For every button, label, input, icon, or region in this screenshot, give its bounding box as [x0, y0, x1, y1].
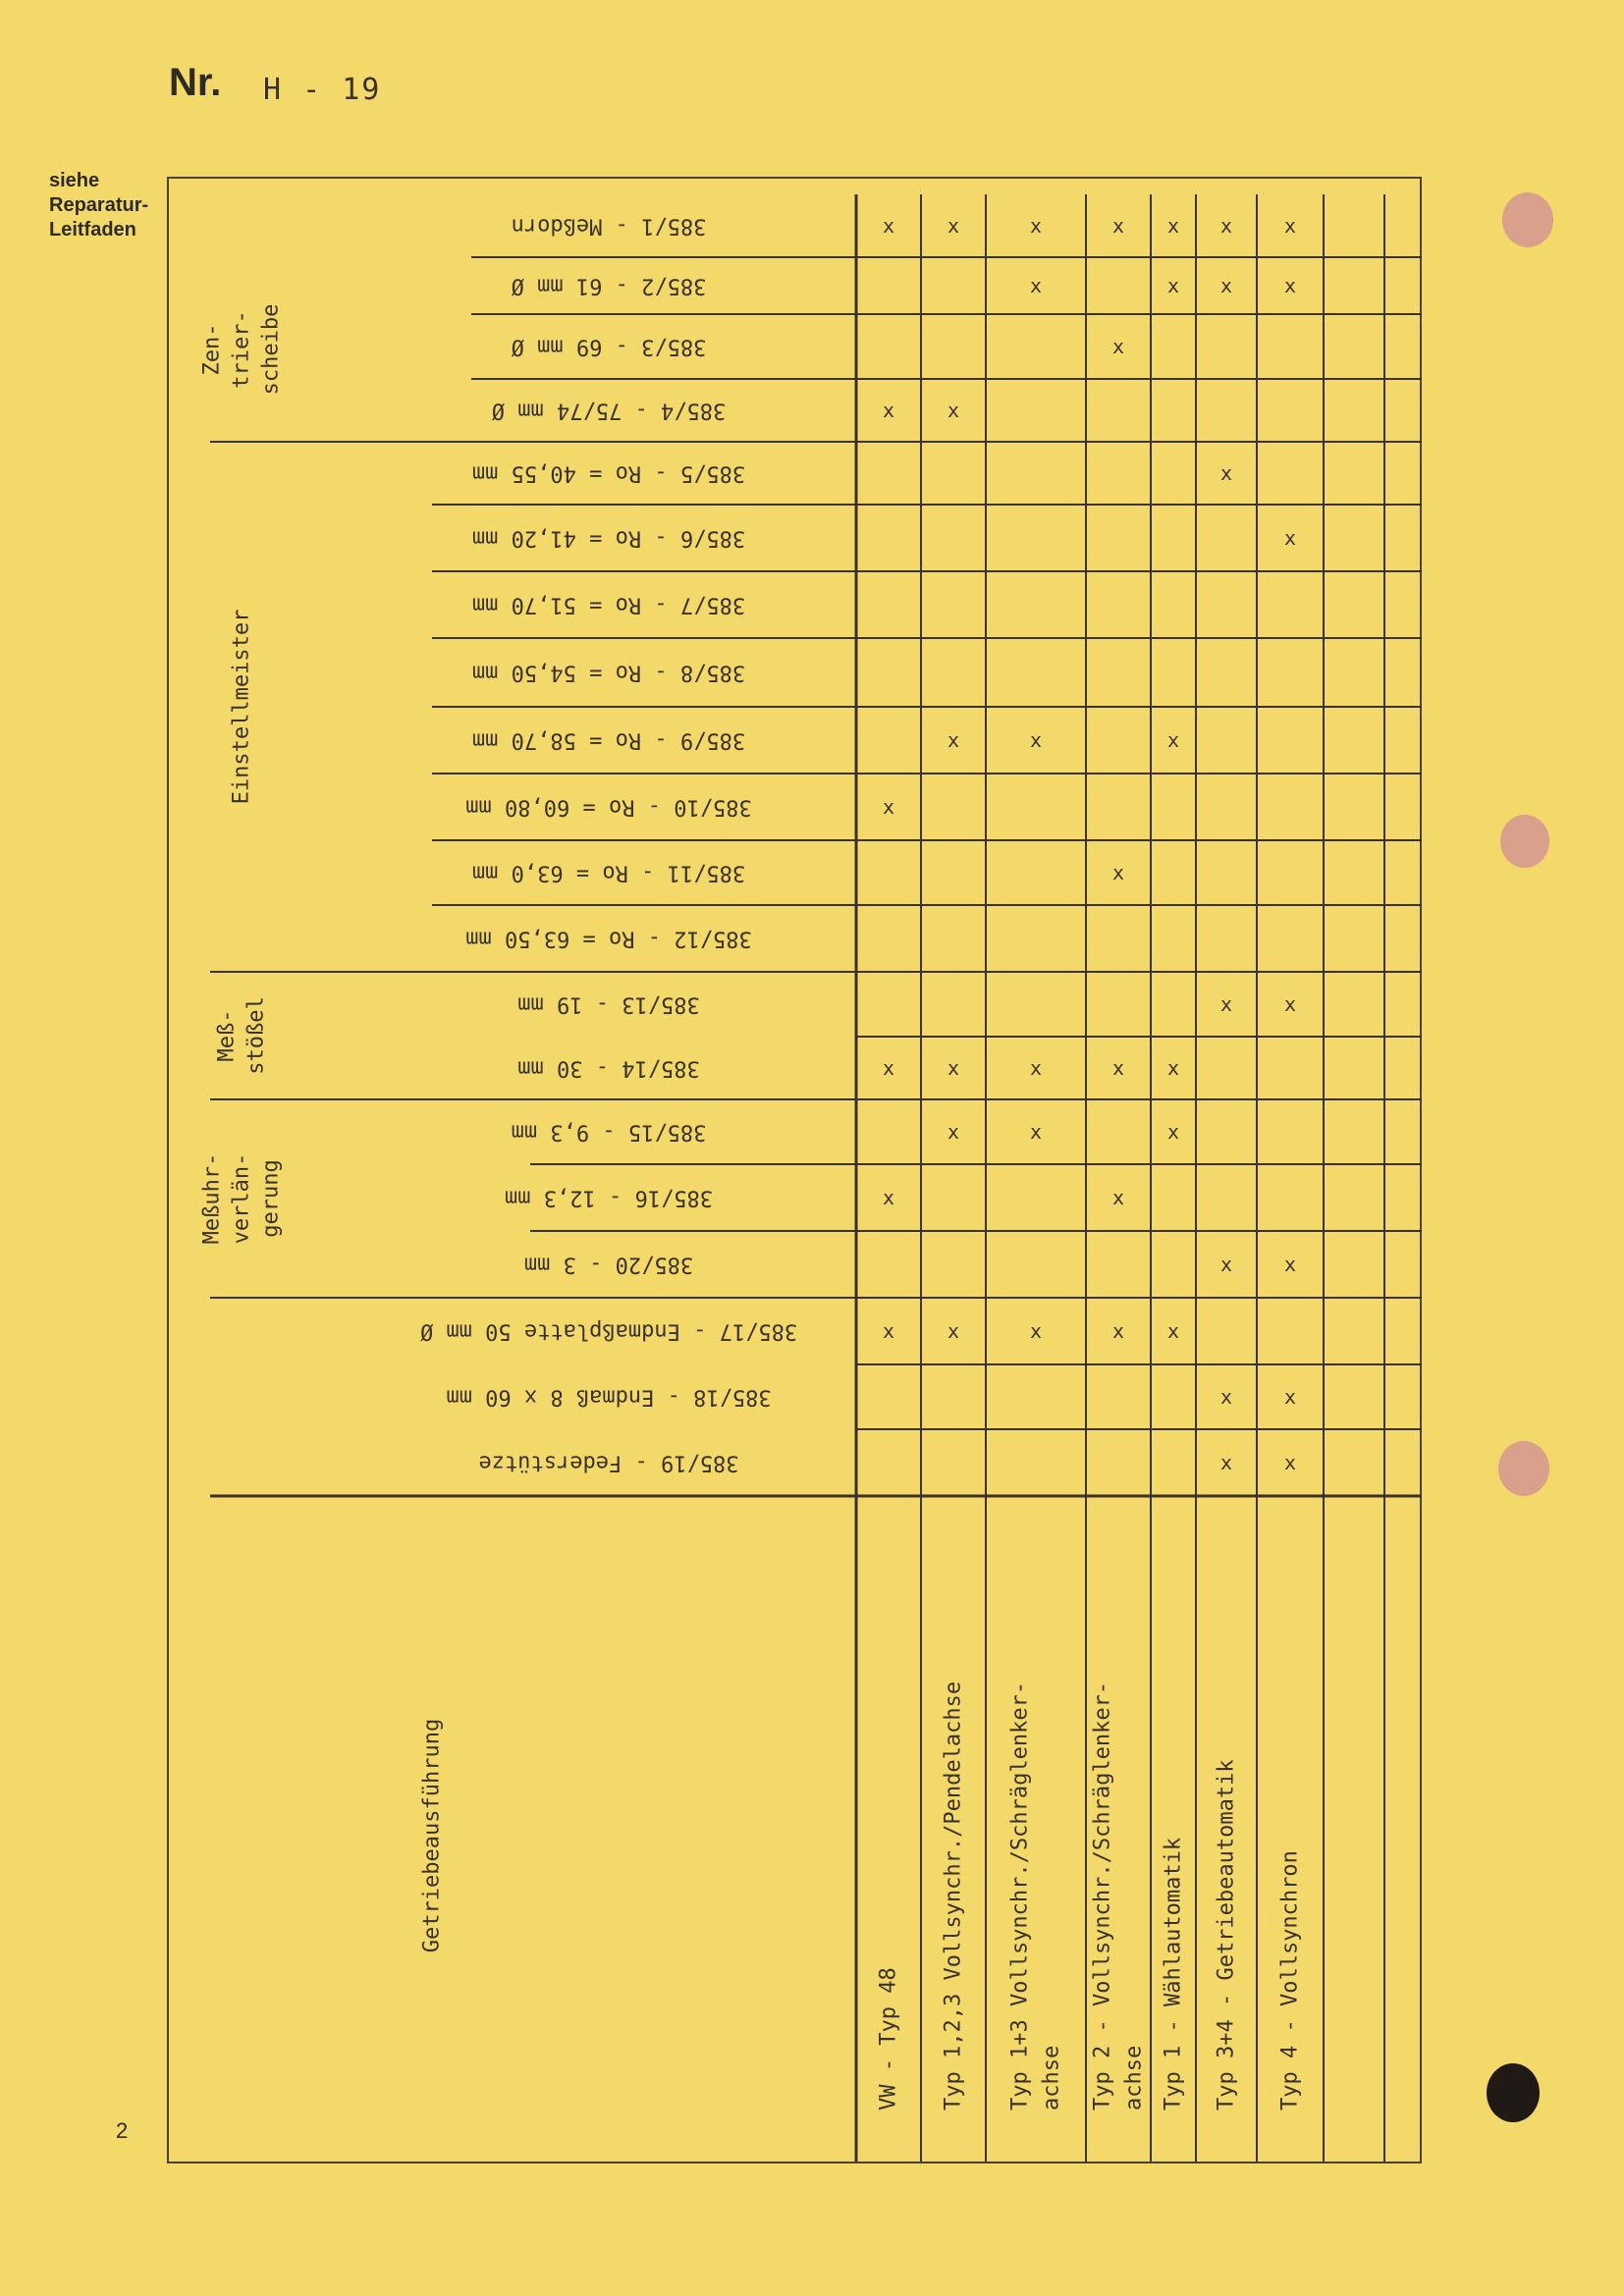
column-label: 385/1 - Meßdorn — [511, 213, 707, 239]
group-label: stößel — [244, 996, 269, 1075]
group-label: verlän- — [229, 1152, 254, 1245]
cell-mark: x — [947, 399, 960, 422]
cell-mark: x — [1111, 1186, 1125, 1209]
column-label: 385/15 - 9,3 mm — [511, 1119, 707, 1145]
row-label: Typ 2 - Vollsynchr./Schräglenker- — [1090, 1681, 1115, 2110]
cell-mark: x — [1283, 214, 1297, 238]
margin-note-line: Reparatur- — [49, 194, 149, 216]
row-header-title: Getriebeausführung — [419, 1718, 445, 1953]
table-marks — [883, 214, 1296, 1474]
group-label: trier- — [229, 310, 254, 389]
group-label: Zen- — [199, 323, 225, 376]
row-label: achse — [1121, 2045, 1147, 2110]
cell-mark: x — [1166, 728, 1180, 752]
column-label: 385/3 - 69 mm Ø — [511, 334, 707, 359]
cell-mark: x — [1283, 1253, 1297, 1276]
column-label: 385/17 - Endmaßplatte 50 mm Ø — [419, 1318, 798, 1344]
column-label: 385/4 - 75/74 mm Ø — [491, 398, 727, 423]
document-code: H - 19 — [263, 73, 382, 107]
nr-label: Nr. — [169, 61, 222, 104]
cell-mark: x — [1283, 274, 1297, 297]
margin-note-line: siehe — [49, 170, 100, 191]
cell-mark: x — [1166, 274, 1180, 297]
cell-mark: x — [1029, 214, 1043, 238]
cell-mark: x — [1029, 1056, 1043, 1080]
cell-mark: x — [1029, 1319, 1043, 1343]
column-label: 385/5 - Ro = 40,55 mm — [471, 460, 746, 486]
cell-mark: x — [1111, 861, 1125, 884]
cell-mark: x — [1111, 214, 1125, 238]
cell-mark: x — [882, 1319, 895, 1343]
cell-mark: x — [1283, 1451, 1297, 1474]
column-label: 385/9 - Ro = 58,70 mm — [471, 727, 746, 753]
cell-mark: x — [882, 214, 895, 238]
cell-mark: x — [1219, 461, 1233, 485]
cell-mark: x — [882, 1186, 895, 1209]
row-label: Typ 1 - Wählautomatik — [1161, 1837, 1186, 2110]
cell-mark: x — [1219, 214, 1233, 238]
cell-mark: x — [1219, 1385, 1233, 1409]
column-label: 385/2 - 61 mm Ø — [511, 273, 707, 298]
cell-mark: x — [1219, 992, 1233, 1016]
cell-mark: x — [1219, 1253, 1233, 1276]
cell-mark: x — [1111, 1319, 1125, 1343]
cell-mark: x — [1283, 526, 1297, 550]
row-label: Typ 3+4 - Getriebeautomatik — [1214, 1759, 1239, 2110]
table-grid — [210, 194, 1422, 2162]
cell-mark: x — [947, 728, 960, 752]
cell-mark: x — [1166, 214, 1180, 238]
column-label: 385/14 - 30 mm — [517, 1055, 700, 1081]
row-label: Typ 1,2,3 Vollsynchr./Pendelachse — [941, 1681, 966, 2110]
column-label: 385/8 - Ro = 54,50 mm — [471, 660, 746, 685]
column-label: 385/10 - Ro = 60,80 mm — [465, 794, 752, 820]
cell-mark: x — [1219, 1451, 1233, 1474]
cell-mark: x — [947, 214, 960, 238]
cell-mark: x — [1283, 992, 1297, 1016]
cell-mark: x — [947, 1120, 960, 1144]
column-label: 385/11 - Ro = 63,0 mm — [471, 860, 746, 885]
column-label: 385/19 - Federstütze — [478, 1450, 739, 1475]
column-label: 385/13 - 19 mm — [517, 991, 700, 1017]
cell-mark: x — [947, 1056, 960, 1080]
group-label: scheibe — [258, 303, 284, 396]
cell-mark: x — [1166, 1120, 1180, 1144]
group-label: Meßuhr- — [199, 1152, 225, 1245]
group-label: Meß- — [214, 1009, 240, 1062]
cell-mark: x — [947, 1319, 960, 1343]
cell-mark: x — [1111, 335, 1125, 358]
cell-mark: x — [1166, 1319, 1180, 1343]
row-label: Typ 1+3 Vollsynchr./Schräglenker- — [1007, 1681, 1033, 2110]
row-label: achse — [1039, 2045, 1064, 2110]
margin-note-line: Leitfaden — [49, 219, 136, 240]
cell-mark: x — [1283, 1385, 1297, 1409]
column-label: 385/12 - Ro = 63,50 mm — [465, 926, 752, 951]
cell-mark: x — [882, 795, 895, 819]
column-label: 385/18 - Endmaß 8 x 60 mm — [446, 1384, 772, 1410]
cell-mark: x — [1219, 274, 1233, 297]
cell-mark: x — [1029, 728, 1043, 752]
group-label: Einstellmeister — [229, 609, 254, 805]
cell-mark: x — [882, 1056, 895, 1080]
cell-mark: x — [1029, 1120, 1043, 1144]
cell-mark: x — [882, 399, 895, 422]
table-labels — [200, 214, 1303, 2111]
column-label: 385/6 - Ro = 41,20 mm — [471, 525, 746, 551]
cell-mark: x — [1166, 1056, 1180, 1080]
cell-mark: x — [1111, 1056, 1125, 1080]
column-label: 385/20 - 3 mm — [523, 1252, 694, 1277]
cell-mark: x — [1029, 274, 1043, 297]
page-number: 2 — [116, 2118, 129, 2143]
column-label: 385/16 - 12,3 mm — [505, 1185, 713, 1210]
column-label: 385/7 - Ro = 51,70 mm — [471, 592, 746, 617]
group-label: gerung — [258, 1159, 284, 1238]
row-label: VW - Typ 48 — [876, 1967, 901, 2110]
row-label: Typ 4 - Vollsynchron — [1277, 1850, 1303, 2110]
